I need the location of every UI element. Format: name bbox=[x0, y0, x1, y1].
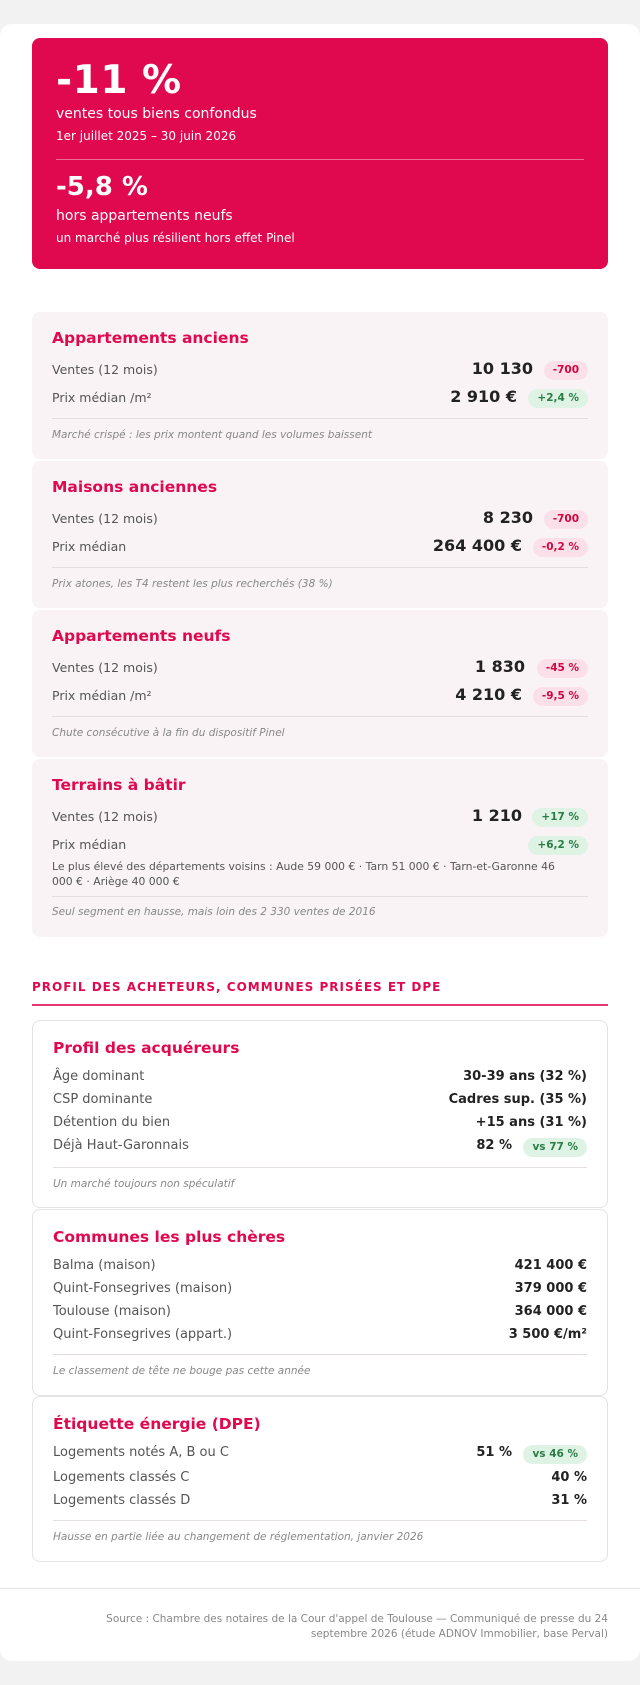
segment-row-value: 264 400 € bbox=[432, 536, 522, 555]
footer-divider bbox=[0, 1588, 640, 1589]
segment-row-label: Ventes (12 mois) bbox=[52, 660, 158, 675]
card-divider bbox=[52, 567, 588, 568]
hero-headline-label: ventes tous biens confondus bbox=[56, 106, 257, 122]
hero-headline-value: -11 % bbox=[56, 58, 182, 103]
dpe-note: Hausse en partie liée au changement de réglementation, janvier 2026 bbox=[53, 1531, 424, 1543]
buyers-row-label: Détention du bien bbox=[53, 1115, 171, 1130]
buyers-row-label: CSP dominante bbox=[53, 1092, 153, 1107]
trend-badge: -700 bbox=[544, 361, 588, 380]
card-divider bbox=[52, 896, 588, 897]
trend-badge: +6,2 % bbox=[528, 836, 588, 855]
comparison-badge: vs 77 % bbox=[523, 1138, 587, 1157]
buyers-row-label: Âge dominant bbox=[53, 1069, 145, 1084]
trend-badge: +17 % bbox=[532, 808, 588, 827]
segment-card-appartements-neufs bbox=[32, 610, 608, 757]
segment-row-label: Prix médian bbox=[52, 539, 127, 554]
segment-row-value: 10 130 bbox=[471, 359, 533, 378]
segment-row-label: Ventes (12 mois) bbox=[52, 809, 158, 824]
dpe-row-label: Logements notés A, B ou C bbox=[53, 1445, 229, 1460]
segment-card-appartements-anciens bbox=[32, 312, 608, 459]
comparison-badge: vs 46 % bbox=[523, 1445, 587, 1464]
dpe-row-label: Logements classés C bbox=[53, 1470, 190, 1485]
segment-row-value: 4 210 € bbox=[455, 685, 522, 704]
segment-note: Prix atones, les T4 restent les plus recherchés (38 %) bbox=[52, 578, 333, 590]
trend-badge: -0,2 % bbox=[533, 538, 588, 557]
segment-title: Terrains à bâtir bbox=[52, 776, 186, 794]
buyers-title: Profil des acquéreurs bbox=[53, 1039, 240, 1057]
trend-badge: +2,4 % bbox=[528, 389, 588, 408]
card-divider bbox=[53, 1520, 587, 1521]
dpe-row-value: 51 % bbox=[476, 1445, 512, 1460]
towns-card bbox=[32, 1209, 608, 1396]
segment-row-label: Ventes (12 mois) bbox=[52, 511, 158, 526]
segment-card-terrains-a-batir bbox=[32, 759, 608, 937]
card-divider bbox=[53, 1354, 587, 1355]
buyers-card bbox=[32, 1020, 608, 1208]
source-footer: Source : Chambre des notaires de la Cour d'appel de Toulouse — Communiqué de presse du 24 septembre 2026 (étude ADNOV Immobilier, base Perval) bbox=[106, 1613, 608, 1640]
dpe-row-value: 31 % bbox=[551, 1493, 587, 1508]
towns-title: Communes les plus chères bbox=[53, 1228, 286, 1246]
segment-note: Chute consécutive à la fin du dispositif Pinel bbox=[52, 727, 285, 739]
trend-badge: -9,5 % bbox=[533, 687, 588, 706]
buyers-row-value: Cadres sup. (35 %) bbox=[448, 1092, 587, 1107]
towns-row-label: Quint-Fonsegrives (maison) bbox=[53, 1281, 233, 1296]
segment-note: Marché crispé : les prix montent quand les volumes baissent bbox=[52, 429, 372, 441]
segment-row-label: Prix médian /m² bbox=[52, 688, 152, 703]
segment-row-label: Prix médian /m² bbox=[52, 390, 152, 405]
segment-title: Maisons anciennes bbox=[52, 478, 218, 496]
card-divider bbox=[53, 1167, 587, 1168]
towns-row-value: 421 400 € bbox=[514, 1258, 587, 1273]
segment-row-value: 1 210 bbox=[471, 806, 522, 825]
hero-banner bbox=[32, 38, 608, 269]
towns-row-label: Balma (maison) bbox=[53, 1258, 156, 1273]
buyers-row-value: 82 % bbox=[476, 1138, 512, 1153]
towns-row-label: Quint-Fonsegrives (appart.) bbox=[53, 1327, 233, 1342]
buyers-row-label: Déjà Haut-Garonnais bbox=[53, 1138, 189, 1153]
segment-row-value: 1 830 bbox=[474, 657, 525, 676]
hero-second-value: -5,8 % bbox=[56, 172, 148, 202]
hero-divider bbox=[56, 159, 584, 160]
card-divider bbox=[52, 418, 588, 419]
dpe-row-value: 40 % bbox=[551, 1470, 587, 1485]
segment-row-value: 2 910 € bbox=[450, 387, 517, 406]
buyers-row-value: 30-39 ans (32 %) bbox=[463, 1069, 587, 1084]
dpe-card bbox=[32, 1396, 608, 1562]
segment-card-maisons-anciennes bbox=[32, 461, 608, 608]
hero-second-note: un marché plus résilient hors effet Pinel bbox=[56, 231, 295, 245]
hero-second-label: hors appartements neufs bbox=[56, 208, 233, 224]
buyers-note: Un marché toujours non spéculatif bbox=[53, 1178, 235, 1190]
section-divider bbox=[32, 1004, 608, 1006]
hero-period: 1er juillet 2025 – 30 juin 2026 bbox=[56, 129, 237, 143]
section-title: PROFIL DES ACHETEURS, COMMUNES PRISÉES ET DPE bbox=[32, 980, 442, 994]
segment-detail: Le plus élevé des départements voisins : Aude 59 000 € · Tarn 51 000 € · Tarn-et-Garonne 46 000 € · Ariège 40 000 € bbox=[52, 860, 555, 888]
segment-row-value: 8 230 bbox=[482, 508, 533, 527]
segment-title: Appartements anciens bbox=[52, 329, 249, 347]
towns-row-label: Toulouse (maison) bbox=[53, 1304, 171, 1319]
trend-badge: -45 % bbox=[537, 659, 588, 678]
towns-row-value: 3 500 €/m² bbox=[508, 1327, 587, 1342]
card-divider bbox=[52, 716, 588, 717]
buyers-row-value: +15 ans (31 %) bbox=[475, 1115, 587, 1130]
towns-note: Le classement de tête ne bouge pas cette année bbox=[53, 1365, 311, 1377]
segment-title: Appartements neufs bbox=[52, 627, 231, 645]
trend-badge: -700 bbox=[544, 510, 588, 529]
segment-note: Seul segment en hausse, mais loin des 2 330 ventes de 2016 bbox=[52, 906, 376, 918]
towns-row-value: 364 000 € bbox=[514, 1304, 587, 1319]
towns-row-value: 379 000 € bbox=[514, 1281, 587, 1296]
dpe-row-label: Logements classés D bbox=[53, 1493, 191, 1508]
segment-row-label: Prix médian bbox=[52, 837, 127, 852]
dpe-title: Étiquette énergie (DPE) bbox=[53, 1415, 261, 1433]
segment-row-label: Ventes (12 mois) bbox=[52, 362, 158, 377]
